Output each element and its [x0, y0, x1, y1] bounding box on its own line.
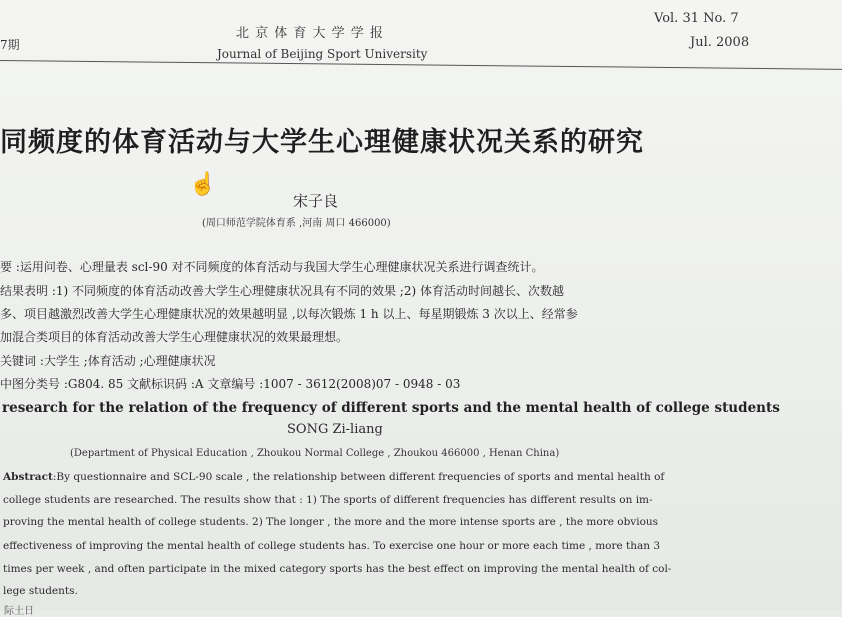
abstract-cn-line-2: 结果表明 :1) 不同频度的体育活动改善大学生心理健康状况具有不同的效果 ;2) 体育活动时间越长、次数越	[0, 284, 564, 298]
keywords-cn: 关键词 :大学生 ;体育活动 ;心理健康状况	[0, 354, 216, 368]
paper-title-cn: 同频度的体育活动与大学生心理健康状况关系的研究	[0, 127, 644, 158]
header-rule	[0, 60, 842, 70]
classification-cn: 中图分类号 :G804. 85 文献标识码 :A 文章编号 :1007 - 3612(2008)07 - 0948 - 03	[0, 377, 461, 391]
abstract-cn-line-3: 多、项目越激烈改善大学生心理健康状况的效果越明显 ,以每次锻炼 1 h 以上、每星期锻炼 3 次以上、经常参	[0, 307, 578, 321]
paper-title-en: research for the relation of the frequency of different sports and the mental health of college students	[2, 400, 780, 416]
abstract-en-label: Abstract	[3, 471, 53, 483]
hand-pointer-icon: ☝	[189, 172, 217, 197]
footer-partial-text: 际土日	[4, 606, 34, 617]
abstract-en-line-3: proving the mental health of college students. 2) The longer , the more and the more intense sports are , the more obvious	[3, 516, 659, 528]
abstract-en-line-6: lege students.	[3, 585, 78, 597]
publication-date: Jul. 2008	[690, 35, 750, 50]
affiliation-en: (Department of Physical Education , Zhoukou Normal College , Zhoukou 466000 , Henan China)	[70, 448, 560, 459]
journal-name-en: Journal of Beijing Sport University	[217, 47, 428, 61]
volume-number: Vol. 31 No. 7	[654, 11, 739, 26]
affiliation-cn: (周口师范学院体育系 ,河南 周口 466000)	[202, 218, 391, 229]
abstract-en-line-1-text: :By questionnaire and SCL-90 scale , the relationship between different frequencies of sports and mental health of	[52, 471, 665, 483]
abstract-en-line-2: college students are researched. The results show that : 1) The sports of different frequencies has different results on im-	[3, 494, 653, 506]
abstract-en-line-4: effectiveness of improving the mental health of college students has. To exercise one hour or more each time , more than 3	[3, 540, 661, 552]
author-cn: 宋子良	[293, 192, 339, 210]
author-en: SONG Zi-liang	[287, 422, 383, 437]
abstract-cn-line-4: 加混合类项目的体育活动改善大学生心理健康状况的效果最理想。	[0, 330, 349, 344]
abstract-en-line-1	[3, 471, 664, 483]
abstract-cn-line-1: 要 :运用问卷、心理量表 scl-90 对不同频度的体育活动与我国大学生心理健康状况关系进行调查统计。	[0, 260, 544, 274]
journal-name-cn: 北 京 体 育 大 学 学 报	[236, 26, 384, 41]
issue-number-left: 7期	[0, 38, 20, 52]
abstract-en-line-5: times per week , and often participate in the mixed category sports has the best effect on improving the mental health of col-	[3, 563, 672, 575]
